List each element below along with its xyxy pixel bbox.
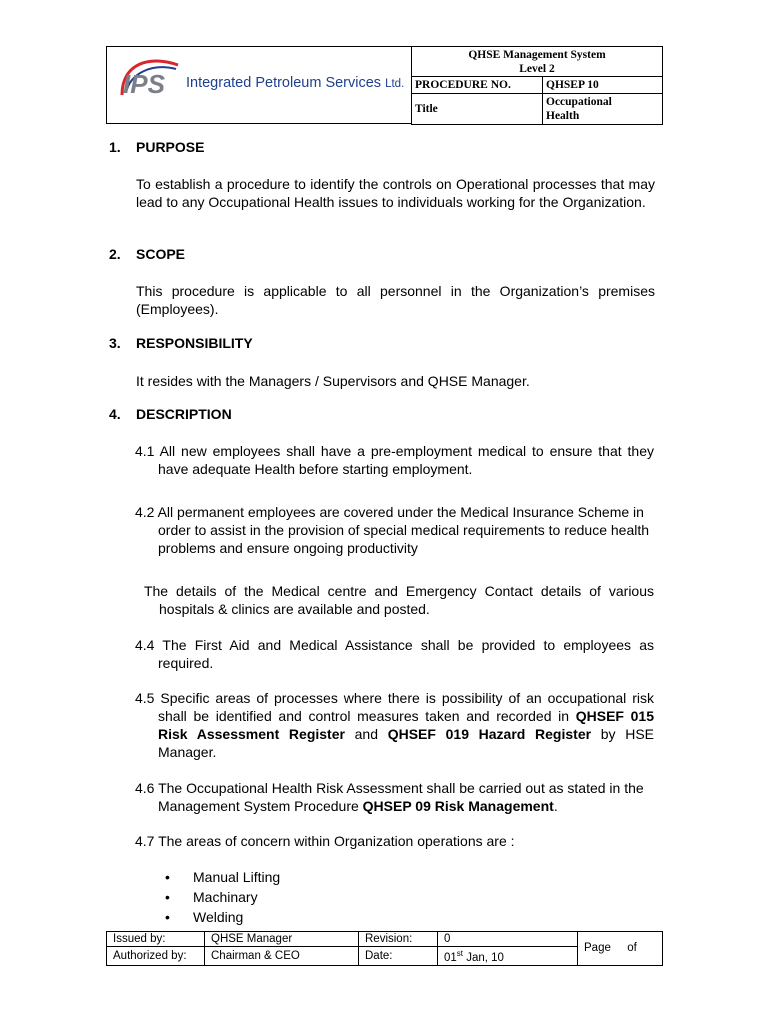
bullet-icon: • <box>165 869 170 885</box>
system-line1: QHSE Management System <box>468 48 606 61</box>
risk-management-ref: QHSEP 09 Risk Management <box>362 798 554 814</box>
section-title: SCOPE <box>136 246 186 262</box>
section-number: 4. <box>109 406 121 422</box>
date-day: 01 <box>444 951 457 964</box>
title-value-line1: Occupational <box>546 96 612 108</box>
title-value <box>543 94 663 125</box>
responsibility-text: It resides with the Managers / Supervisors and QHSE Manager. <box>136 373 530 389</box>
section-number: 2. <box>109 246 121 262</box>
risk-assessment-register-ref: QHSEF 015 Risk Assessment Register <box>158 708 654 742</box>
title-label: Title <box>412 94 543 125</box>
document-footer-table <box>106 931 663 966</box>
description-item-4-4: 4.4 The First Aid and Medical Assistance shall be provided to employees as required. <box>135 637 654 671</box>
bullet-icon: • <box>165 909 170 925</box>
procedure-header-table <box>411 46 663 125</box>
scope-text: This procedure is applicable to all personnel in the Organization’s premises (Employees). <box>136 283 655 317</box>
description-item-4-2: 4.2 All permanent employees are covered under the Medical Insurance Scheme in order to assist in the provision of special medical requirements to reduce health problems and ensure ongoing productivity <box>135 504 650 556</box>
company-name <box>186 75 404 91</box>
bullet-icon: • <box>165 889 170 905</box>
list-item-text: Welding <box>193 909 244 925</box>
title-value-line2: Health <box>546 110 580 122</box>
of-label: of <box>627 942 637 955</box>
section-number: 3. <box>109 335 121 351</box>
issued-by-label: Issued by: <box>107 932 205 947</box>
item-4-5-text-a: 4.5 Specific areas of processes where there is possibility of an occupational risk shall be identified and control measures taken and recorded in <box>135 690 654 724</box>
item-4-5-text-d: by HSE Manager. <box>158 726 655 760</box>
hazard-register-ref: QHSEF 019 Hazard Register <box>387 726 592 742</box>
description-item-4-7: 4.7 The areas of concern within Organization operations are : <box>135 833 515 849</box>
company-logo <box>120 55 182 106</box>
section-number: 1. <box>109 139 121 155</box>
procedure-label: PROCEDURE NO. <box>412 77 543 94</box>
issued-by-value: QHSE Manager <box>205 932 359 947</box>
authorized-by-label: Authorized by: <box>107 947 205 966</box>
description-item-4-6 <box>135 779 654 815</box>
item-4-6-text-c: . <box>553 798 558 814</box>
date-suffix: st <box>456 949 464 958</box>
description-item-4-1: 4.1 All new employees shall have a pre-employment medical to ensure that they have adequate Health before starting employment. <box>135 443 654 477</box>
list-item-text: Manual Lifting <box>193 869 281 885</box>
system-line2: Level 2 <box>519 62 555 75</box>
system-cell <box>412 47 663 77</box>
date-rest: Jan, 10 <box>463 951 504 964</box>
date-value <box>438 947 578 966</box>
procedure-value: QHSEP 10 <box>543 77 663 94</box>
description-item-4-3: The details of the Medical centre and Emergency Contact details of various hospitals & clinics are available and posted. <box>136 583 658 617</box>
authorized-by-value: Chairman & CEO <box>205 947 359 966</box>
logo-lettering: IPS <box>123 69 165 99</box>
item-4-5-text-c: and <box>344 726 388 742</box>
item-4-6-text-a: 4.6 The Occupational Health Risk Assessment shall be carried out as stated in the Management System Procedure <box>135 780 644 814</box>
company-name-main: Integrated Petroleum Services <box>186 75 382 91</box>
date-label: Date: <box>359 947 438 966</box>
list-item-text: Machinary <box>193 889 258 905</box>
page-cell <box>578 932 663 966</box>
section-title: RESPONSIBILITY <box>136 335 253 351</box>
revision-label: Revision: <box>359 932 438 947</box>
page-label: Page <box>584 942 611 955</box>
revision-value: 0 <box>438 932 578 947</box>
company-suffix: Ltd. <box>385 78 405 90</box>
section-title: PURPOSE <box>136 139 205 155</box>
section-title: DESCRIPTION <box>136 406 232 422</box>
purpose-text: To establish a procedure to identify the controls on Operational processes that may lead to any Occupational Health issues to individuals working for the Organization. <box>136 176 655 210</box>
description-item-4-5 <box>135 689 654 761</box>
